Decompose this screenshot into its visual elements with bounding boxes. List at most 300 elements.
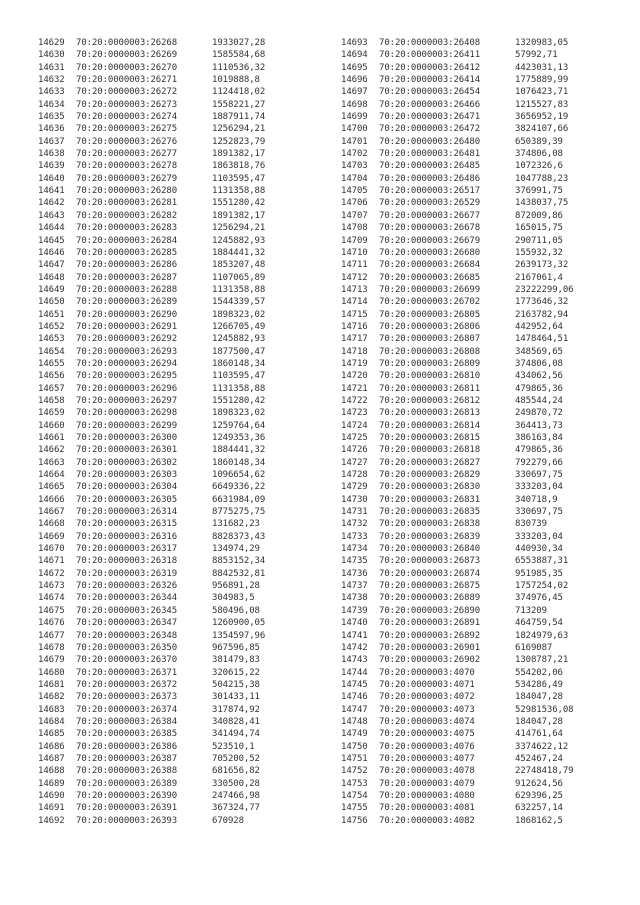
cadastral-number: 70:20:0000003:4082 bbox=[379, 815, 475, 826]
cadastral-number: 70:20:0000003:26314 bbox=[76, 507, 178, 518]
table-row bbox=[341, 370, 574, 382]
table-row bbox=[38, 99, 265, 111]
cadastral-value: 249870,72 bbox=[515, 408, 563, 419]
cadastral-number: 70:20:0000003:26291 bbox=[76, 321, 178, 332]
cadastral-number: 70:20:0000003:26387 bbox=[76, 753, 178, 764]
table-row bbox=[341, 309, 574, 321]
cadastral-value: 1891382,17 bbox=[212, 210, 266, 221]
row-number: 14698 bbox=[341, 99, 368, 110]
cadastral-value: 6553887,31 bbox=[515, 556, 569, 567]
cadastral-number: 70:20:0000003:26317 bbox=[76, 544, 178, 555]
row-number: 14740 bbox=[341, 618, 368, 629]
row-number: 14667 bbox=[38, 507, 65, 518]
table-row bbox=[341, 481, 574, 493]
cadastral-value: 479865,36 bbox=[515, 383, 563, 394]
cadastral-number: 70:20:0000003:26812 bbox=[379, 395, 481, 406]
table-row bbox=[38, 642, 265, 654]
cadastral-number: 70:20:0000003:26829 bbox=[379, 470, 481, 481]
cadastral-number: 70:20:0000003:26280 bbox=[76, 186, 178, 197]
cadastral-number: 70:20:0000003:26815 bbox=[379, 433, 481, 443]
cadastral-value: 713209 bbox=[515, 605, 547, 616]
table-row bbox=[38, 481, 265, 493]
row-number: 14638 bbox=[38, 149, 65, 160]
table-row bbox=[341, 111, 574, 123]
row-number: 14653 bbox=[38, 334, 65, 345]
cadastral-value: 830739 bbox=[515, 519, 547, 530]
cadastral-number: 70:20:0000003:26386 bbox=[76, 741, 178, 752]
cadastral-value: 1110536,32 bbox=[212, 62, 266, 73]
table-row bbox=[38, 753, 265, 765]
cadastral-number: 70:20:0000003:4079 bbox=[379, 778, 475, 789]
table-row bbox=[341, 49, 574, 61]
row-number: 14686 bbox=[38, 741, 65, 752]
cadastral-value: 554202,06 bbox=[515, 667, 563, 678]
table-row bbox=[341, 691, 574, 703]
cadastral-number: 70:20:0000003:26811 bbox=[379, 383, 481, 394]
table-row bbox=[38, 630, 265, 642]
cadastral-number: 70:20:0000003:26274 bbox=[76, 112, 178, 123]
row-number: 14690 bbox=[38, 790, 65, 801]
row-number: 14701 bbox=[341, 136, 368, 147]
row-number: 14630 bbox=[38, 50, 65, 61]
cadastral-number: 70:20:0000003:26814 bbox=[379, 420, 481, 431]
cadastral-number: 70:20:0000003:26305 bbox=[76, 494, 178, 505]
row-number: 14750 bbox=[341, 741, 368, 752]
cadastral-value: 956891,28 bbox=[212, 581, 260, 592]
table-row bbox=[341, 395, 574, 407]
cadastral-number: 70:20:0000003:26326 bbox=[76, 581, 178, 592]
cadastral-number: 70:20:0000003:26299 bbox=[76, 420, 178, 431]
cadastral-value: 792279,66 bbox=[515, 457, 563, 468]
cadastral-value: 374976,45 bbox=[515, 593, 563, 604]
cadastral-number: 70:20:0000003:26303 bbox=[76, 470, 178, 481]
cadastral-number: 70:20:0000003:4075 bbox=[379, 729, 475, 740]
cadastral-number: 70:20:0000003:26393 bbox=[76, 815, 178, 826]
row-number: 14713 bbox=[341, 284, 368, 295]
cadastral-number: 70:20:0000003:26289 bbox=[76, 297, 178, 308]
table-row bbox=[38, 654, 265, 666]
left-column bbox=[38, 37, 265, 827]
cadastral-value: 364413,73 bbox=[515, 420, 563, 431]
cadastral-value: 1252823,79 bbox=[212, 136, 266, 147]
table-row bbox=[38, 494, 265, 506]
row-number: 14643 bbox=[38, 210, 65, 221]
cadastral-value: 6169087 bbox=[515, 642, 553, 653]
row-number: 14725 bbox=[341, 433, 368, 443]
row-number: 14728 bbox=[341, 470, 368, 481]
cadastral-value: 8842532,81 bbox=[212, 568, 266, 579]
row-number: 14742 bbox=[341, 642, 368, 653]
table-row bbox=[341, 383, 574, 395]
row-number: 14699 bbox=[341, 112, 368, 123]
cadastral-number: 70:20:0000003:26276 bbox=[76, 136, 178, 147]
row-number: 14743 bbox=[341, 655, 368, 666]
cadastral-number: 70:20:0000003:26890 bbox=[379, 605, 481, 616]
row-number: 14692 bbox=[38, 815, 65, 826]
row-number: 14746 bbox=[341, 692, 368, 703]
cadastral-number: 70:20:0000003:26472 bbox=[379, 124, 481, 135]
cadastral-value: 1131358,88 bbox=[212, 383, 266, 394]
cadastral-number: 70:20:0000003:26295 bbox=[76, 371, 178, 382]
row-number: 14668 bbox=[38, 519, 65, 530]
row-number: 14681 bbox=[38, 679, 65, 690]
cadastral-value: 523510,1 bbox=[212, 741, 255, 752]
table-row bbox=[341, 531, 574, 543]
row-number: 14650 bbox=[38, 297, 65, 308]
cadastral-number: 70:20:0000003:26454 bbox=[379, 87, 481, 98]
table-row bbox=[341, 728, 574, 740]
row-number: 14637 bbox=[38, 136, 65, 147]
table-row bbox=[38, 704, 265, 716]
table-row bbox=[341, 86, 574, 98]
cadastral-value: 320615,22 bbox=[212, 667, 260, 678]
table-row bbox=[341, 185, 574, 197]
cadastral-number: 70:20:0000003:26293 bbox=[76, 346, 178, 357]
cadastral-value: 23222299,06 bbox=[515, 284, 574, 295]
cadastral-number: 70:20:0000003:26350 bbox=[76, 642, 178, 653]
table-row bbox=[341, 284, 574, 296]
row-number: 14652 bbox=[38, 321, 65, 332]
table-row bbox=[341, 358, 574, 370]
cadastral-value: 317874,92 bbox=[212, 704, 260, 715]
row-number: 14727 bbox=[341, 457, 368, 468]
cadastral-number: 70:20:0000003:26874 bbox=[379, 568, 481, 579]
cadastral-number: 70:20:0000003:26835 bbox=[379, 507, 481, 518]
table-row bbox=[341, 160, 574, 172]
cadastral-number: 70:20:0000003:26287 bbox=[76, 272, 178, 283]
cadastral-number: 70:20:0000003:26839 bbox=[379, 531, 481, 542]
table-row bbox=[341, 704, 574, 716]
cadastral-value: 504215,38 bbox=[212, 679, 260, 690]
cadastral-number: 70:20:0000003:26347 bbox=[76, 618, 178, 629]
cadastral-number: 70:20:0000003:26808 bbox=[379, 346, 481, 357]
row-number: 14695 bbox=[341, 62, 368, 73]
cadastral-value: 1096654,62 bbox=[212, 470, 266, 481]
row-number: 14682 bbox=[38, 692, 65, 703]
cadastral-value: 1249353,36 bbox=[212, 433, 266, 443]
row-number: 14751 bbox=[341, 753, 368, 764]
table-row bbox=[38, 259, 265, 271]
cadastral-number: 70:20:0000003:26281 bbox=[76, 198, 178, 209]
table-row bbox=[341, 444, 574, 456]
cadastral-value: 3824107,66 bbox=[515, 124, 569, 135]
cadastral-number: 70:20:0000003:26840 bbox=[379, 544, 481, 555]
table-row bbox=[38, 383, 265, 395]
row-number: 14733 bbox=[341, 531, 368, 542]
cadastral-value: 1256294,21 bbox=[212, 124, 266, 135]
table-row bbox=[38, 210, 265, 222]
cadastral-number: 70:20:0000003:26297 bbox=[76, 395, 178, 406]
table-row bbox=[38, 420, 265, 432]
table-row bbox=[341, 62, 574, 74]
row-number: 14636 bbox=[38, 124, 65, 135]
cadastral-number: 70:20:0000003:26300 bbox=[76, 433, 178, 443]
table-row bbox=[341, 568, 574, 580]
table-row bbox=[38, 457, 265, 469]
cadastral-value: 414761,64 bbox=[515, 729, 563, 740]
table-row bbox=[38, 716, 265, 728]
table-row bbox=[38, 123, 265, 135]
cadastral-number: 70:20:0000003:26385 bbox=[76, 729, 178, 740]
table-row bbox=[38, 543, 265, 555]
cadastral-number: 70:20:0000003:26389 bbox=[76, 778, 178, 789]
table-row bbox=[341, 333, 574, 345]
cadastral-number: 70:20:0000003:26831 bbox=[379, 494, 481, 505]
table-row bbox=[38, 111, 265, 123]
cadastral-value: 290711,05 bbox=[515, 235, 563, 246]
cadastral-number: 70:20:0000003:26348 bbox=[76, 630, 178, 641]
row-number: 14717 bbox=[341, 334, 368, 345]
cadastral-number: 70:20:0000003:26319 bbox=[76, 568, 178, 579]
cadastral-number: 70:20:0000003:26292 bbox=[76, 334, 178, 345]
cadastral-value: 22748418,79 bbox=[515, 766, 574, 777]
row-number: 14639 bbox=[38, 161, 65, 172]
cadastral-value: 1775889,99 bbox=[515, 75, 569, 86]
cadastral-value: 376991,75 bbox=[515, 186, 563, 197]
cadastral-number: 70:20:0000003:26889 bbox=[379, 593, 481, 604]
table-row bbox=[38, 778, 265, 790]
cadastral-number: 70:20:0000003:4077 bbox=[379, 753, 475, 764]
table-row bbox=[38, 469, 265, 481]
row-number: 14722 bbox=[341, 395, 368, 406]
cadastral-number: 70:20:0000003:26805 bbox=[379, 309, 481, 320]
cadastral-number: 70:20:0000003:26298 bbox=[76, 408, 178, 419]
table-row bbox=[38, 395, 265, 407]
table-row bbox=[341, 272, 574, 284]
cadastral-value: 1478464,51 bbox=[515, 334, 569, 345]
cadastral-number: 70:20:0000003:26315 bbox=[76, 519, 178, 530]
cadastral-value: 333203,04 bbox=[515, 482, 563, 493]
table-row bbox=[341, 148, 574, 160]
table-row bbox=[341, 580, 574, 592]
cadastral-number: 70:20:0000003:26270 bbox=[76, 62, 178, 73]
cadastral-value: 1131358,88 bbox=[212, 186, 266, 197]
cadastral-value: 348569,65 bbox=[515, 346, 563, 357]
row-number: 14676 bbox=[38, 618, 65, 629]
row-number: 14669 bbox=[38, 531, 65, 542]
cadastral-value: 632257,14 bbox=[515, 803, 563, 814]
row-number: 14697 bbox=[341, 87, 368, 98]
cadastral-value: 1887911,74 bbox=[212, 112, 266, 123]
cadastral-value: 1308787,21 bbox=[515, 655, 569, 666]
cadastral-value: 1072326,6 bbox=[515, 161, 563, 172]
cadastral-value: 1266705,49 bbox=[212, 321, 266, 332]
row-number: 14714 bbox=[341, 297, 368, 308]
row-number: 14724 bbox=[341, 420, 368, 431]
cadastral-value: 1877500,47 bbox=[212, 346, 266, 357]
cadastral-number: 70:20:0000003:26810 bbox=[379, 371, 481, 382]
cadastral-number: 70:20:0000003:26283 bbox=[76, 223, 178, 234]
row-number: 14734 bbox=[341, 544, 368, 555]
row-number: 14661 bbox=[38, 433, 65, 443]
row-number: 14702 bbox=[341, 149, 368, 160]
cadastral-number: 70:20:0000003:26485 bbox=[379, 161, 481, 172]
row-number: 14753 bbox=[341, 778, 368, 789]
cadastral-value: 681656,82 bbox=[212, 766, 260, 777]
table-row bbox=[341, 506, 574, 518]
cadastral-value: 1256294,21 bbox=[212, 223, 266, 234]
table-row bbox=[341, 99, 574, 111]
row-number: 14732 bbox=[341, 519, 368, 530]
row-number: 14700 bbox=[341, 124, 368, 135]
cadastral-number: 70:20:0000003:26372 bbox=[76, 679, 178, 690]
cadastral-number: 70:20:0000003:26830 bbox=[379, 482, 481, 493]
table-row bbox=[38, 667, 265, 679]
table-row bbox=[341, 617, 574, 629]
cadastral-number: 70:20:0000003:26269 bbox=[76, 50, 178, 61]
cadastral-value: 184047,28 bbox=[515, 716, 563, 727]
cadastral-number: 70:20:0000003:26481 bbox=[379, 149, 481, 160]
row-number: 14629 bbox=[38, 38, 65, 48]
row-number: 14670 bbox=[38, 544, 65, 555]
cadastral-number: 70:20:0000003:26827 bbox=[379, 457, 481, 468]
row-number: 14745 bbox=[341, 679, 368, 690]
cadastral-number: 70:20:0000003:26371 bbox=[76, 667, 178, 678]
row-number: 14659 bbox=[38, 408, 65, 419]
cadastral-value: 304983,5 bbox=[212, 593, 255, 604]
row-number: 14752 bbox=[341, 766, 368, 777]
row-number: 14738 bbox=[341, 593, 368, 604]
table-row bbox=[341, 457, 574, 469]
table-row bbox=[38, 741, 265, 753]
cadastral-value: 1863818,76 bbox=[212, 161, 266, 172]
table-row bbox=[38, 531, 265, 543]
cadastral-value: 1773646,32 bbox=[515, 297, 569, 308]
table-row bbox=[38, 136, 265, 148]
table-row bbox=[38, 506, 265, 518]
row-number: 14737 bbox=[341, 581, 368, 592]
table-row bbox=[341, 778, 574, 790]
cadastral-value: 6631984,09 bbox=[212, 494, 266, 505]
table-row bbox=[341, 741, 574, 753]
table-row bbox=[341, 346, 574, 358]
table-row bbox=[341, 630, 574, 642]
cadastral-value: 1019888,8 bbox=[212, 75, 260, 86]
cadastral-number: 70:20:0000003:26813 bbox=[379, 408, 481, 419]
table-row bbox=[38, 284, 265, 296]
cadastral-value: 1860148,34 bbox=[212, 358, 266, 369]
row-number: 14706 bbox=[341, 198, 368, 209]
cadastral-value: 1558221,27 bbox=[212, 99, 266, 110]
table-row bbox=[341, 815, 574, 827]
cadastral-number: 70:20:0000003:26412 bbox=[379, 62, 481, 73]
cadastral-number: 70:20:0000003:26480 bbox=[379, 136, 481, 147]
row-number: 14687 bbox=[38, 753, 65, 764]
row-number: 14664 bbox=[38, 470, 65, 481]
table-row bbox=[38, 765, 265, 777]
cadastral-number: 70:20:0000003:26807 bbox=[379, 334, 481, 345]
table-row bbox=[341, 173, 574, 185]
row-number: 14694 bbox=[341, 50, 368, 61]
row-number: 14672 bbox=[38, 568, 65, 579]
cadastral-number: 70:20:0000003:26678 bbox=[379, 223, 481, 234]
table-row bbox=[38, 247, 265, 259]
row-number: 14675 bbox=[38, 605, 65, 616]
cadastral-value: 340718,9 bbox=[515, 494, 558, 505]
cadastral-number: 70:20:0000003:26680 bbox=[379, 247, 481, 258]
cadastral-number: 70:20:0000003:26529 bbox=[379, 198, 481, 209]
row-number: 14656 bbox=[38, 371, 65, 382]
cadastral-number: 70:20:0000003:26288 bbox=[76, 284, 178, 295]
row-number: 14736 bbox=[341, 568, 368, 579]
table-row bbox=[341, 259, 574, 271]
cadastral-value: 1260900,05 bbox=[212, 618, 266, 629]
row-number: 14723 bbox=[341, 408, 368, 419]
table-row bbox=[38, 49, 265, 61]
cadastral-value: 967596,85 bbox=[212, 642, 260, 653]
cadastral-value: 1898323,02 bbox=[212, 408, 266, 419]
row-number: 14721 bbox=[341, 383, 368, 394]
table-row bbox=[341, 210, 574, 222]
cadastral-value: 1215527,83 bbox=[515, 99, 569, 110]
row-number: 14689 bbox=[38, 778, 65, 789]
row-number: 14696 bbox=[341, 75, 368, 86]
table-row bbox=[38, 86, 265, 98]
cadastral-value: 8828373,43 bbox=[212, 531, 266, 542]
row-number: 14705 bbox=[341, 186, 368, 197]
cadastral-value: 912624,56 bbox=[515, 778, 563, 789]
cadastral-number: 70:20:0000003:26384 bbox=[76, 716, 178, 727]
cadastral-number: 70:20:0000003:26285 bbox=[76, 247, 178, 258]
table-row bbox=[341, 247, 574, 259]
row-number: 14657 bbox=[38, 383, 65, 394]
cadastral-number: 70:20:0000003:4081 bbox=[379, 803, 475, 814]
row-number: 14691 bbox=[38, 803, 65, 814]
row-number: 14651 bbox=[38, 309, 65, 320]
row-number: 14642 bbox=[38, 198, 65, 209]
cadastral-number: 70:20:0000003:26277 bbox=[76, 149, 178, 160]
table-row bbox=[341, 518, 574, 530]
row-number: 14631 bbox=[38, 62, 65, 73]
table-row bbox=[38, 309, 265, 321]
table-row bbox=[341, 790, 574, 802]
table-row bbox=[38, 358, 265, 370]
cadastral-value: 333203,04 bbox=[515, 531, 563, 542]
table-row bbox=[341, 667, 574, 679]
cadastral-number: 70:20:0000003:26702 bbox=[379, 297, 481, 308]
cadastral-value: 386163,84 bbox=[515, 433, 563, 443]
row-number: 14678 bbox=[38, 642, 65, 653]
cadastral-value: 341494,74 bbox=[212, 729, 260, 740]
row-number: 14677 bbox=[38, 630, 65, 641]
row-number: 14679 bbox=[38, 655, 65, 666]
row-number: 14749 bbox=[341, 729, 368, 740]
cadastral-number: 70:20:0000003:26902 bbox=[379, 655, 481, 666]
cadastral-value: 2639173,32 bbox=[515, 260, 569, 271]
cadastral-value: 374806,08 bbox=[515, 149, 563, 160]
row-number: 14755 bbox=[341, 803, 368, 814]
cadastral-number: 70:20:0000003:26275 bbox=[76, 124, 178, 135]
cadastral-value: 52981536,08 bbox=[515, 704, 574, 715]
cadastral-number: 70:20:0000003:26272 bbox=[76, 87, 178, 98]
table-row bbox=[341, 802, 574, 814]
table-row bbox=[38, 802, 265, 814]
row-number: 14641 bbox=[38, 186, 65, 197]
cadastral-value: 155932,32 bbox=[515, 247, 563, 258]
table-row bbox=[38, 333, 265, 345]
row-number: 14741 bbox=[341, 630, 368, 641]
cadastral-number: 70:20:0000003:26891 bbox=[379, 618, 481, 629]
cadastral-value: 374806,08 bbox=[515, 358, 563, 369]
row-number: 14715 bbox=[341, 309, 368, 320]
row-number: 14747 bbox=[341, 704, 368, 715]
table-row bbox=[38, 185, 265, 197]
row-number: 14635 bbox=[38, 112, 65, 123]
table-row bbox=[341, 494, 574, 506]
table-row bbox=[38, 728, 265, 740]
cadastral-number: 70:20:0000003:26388 bbox=[76, 766, 178, 777]
table-row bbox=[38, 173, 265, 185]
